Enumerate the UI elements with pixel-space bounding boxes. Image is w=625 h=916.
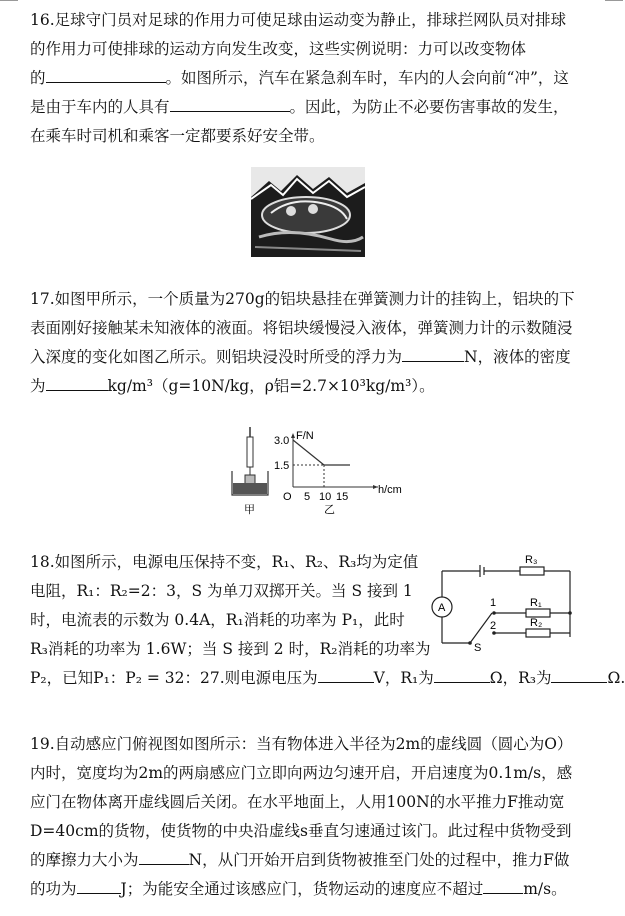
q19-line-5: 的摩擦力大小为 N，从门开始开启到货物被推至门处的过程中，推力F做 bbox=[30, 851, 570, 869]
q16-line-1: 16.足球守门员对足球的作用力可使足球由运动变为静止，排球拦网队员对排球 bbox=[30, 11, 567, 29]
circuit-diagram bbox=[422, 553, 582, 653]
question-17 bbox=[30, 285, 596, 401]
answer-blank[interactable] bbox=[170, 97, 290, 112]
q17-line-4: 为 kg/m³（g=10N/kg，ρ铝=2.7×10³kg/m³）。 bbox=[30, 377, 435, 395]
x-tick-10: 10 bbox=[319, 491, 332, 503]
answer-blank[interactable] bbox=[318, 668, 374, 683]
spring-scale-setup bbox=[232, 427, 268, 495]
resistor-r2 bbox=[526, 629, 550, 637]
x-tick-5: 5 bbox=[304, 491, 311, 503]
label-terminal-2: 2 bbox=[490, 620, 497, 632]
q19-line-6: 的功为 J；为能安全通过该感应门，货物运动的速度应不超过 m/s。 bbox=[30, 880, 567, 898]
origin-label: O bbox=[283, 491, 292, 503]
q18-line-1: 18.如图所示，电源电压保持不变，R₁、R₂、R₃均为定值 bbox=[30, 553, 419, 571]
q18-line-2: 电阻，R₁：R₂=2：3，S 为单刀双掷开关。当 S 接到 1 bbox=[30, 582, 413, 600]
figure-17 bbox=[228, 425, 402, 517]
answer-blank[interactable] bbox=[402, 347, 464, 362]
q17-line-3: 入深度的变化如图乙所示。则铝块浸没时所受的浮力为 N，液体的密度 bbox=[30, 348, 571, 366]
y-axis-label: F/N bbox=[296, 430, 314, 442]
q18-line-3: 时，电流表的示数为 0.4A，R₁消耗的功率为 P₁，此时 bbox=[30, 611, 405, 629]
q16-line-3: 的 。如图所示，汽车在紧急刹车时，车内的人会向前“冲”，这 bbox=[30, 69, 569, 87]
answer-blank[interactable] bbox=[46, 68, 166, 83]
answer-blank[interactable] bbox=[139, 850, 189, 865]
label-switch: S bbox=[474, 642, 482, 654]
answer-blank[interactable] bbox=[551, 668, 607, 683]
y-tick-1-5: 1.5 bbox=[274, 460, 290, 472]
q17-line-2: 表面刚好接触某未知液体的液面。将铝块缓慢浸入液体，弹簧测力计的示数随浸 bbox=[30, 319, 573, 337]
label-r1: R₁ bbox=[530, 597, 542, 609]
answer-blank[interactable] bbox=[46, 376, 108, 391]
resistor-r1 bbox=[526, 609, 550, 617]
x-axis-label: h/cm bbox=[378, 484, 402, 496]
q19-line-1: 19.自动感应门俯视图如图所示：当有物体进入半径为2m的虚线圆（圆心为O） bbox=[30, 735, 573, 753]
q17-line-1: 17.如图甲所示，一个质量为270g的铝块悬挂在弹簧测力计的挂钩上，铝块的下 bbox=[30, 290, 575, 308]
q18-line-4: R₃消耗的功率为 1.6W；当 S 接到 2 时，R₂消耗的功率为 bbox=[30, 640, 431, 658]
answer-blank[interactable] bbox=[434, 668, 490, 683]
y-tick-3: 3.0 bbox=[274, 435, 290, 447]
car-braking-illustration bbox=[251, 167, 365, 257]
question-19 bbox=[30, 730, 596, 904]
label-r2: R₂ bbox=[530, 617, 543, 629]
page-corner-mark-right bbox=[605, 0, 623, 1]
q19-line-4: D=40cm的货物，使货物的中央沿虚线s垂直匀速通过该门。此过程中货物受到 bbox=[30, 822, 572, 840]
label-ammeter: A bbox=[438, 602, 446, 614]
answer-blank[interactable] bbox=[77, 879, 121, 894]
q16-line-5: 在乘车时司机和乘客一定都要系好安全带。 bbox=[30, 127, 325, 145]
switch-blade bbox=[470, 613, 492, 643]
label-terminal-1: 1 bbox=[490, 597, 497, 609]
caption-jia: 甲 bbox=[244, 504, 255, 516]
label-r3: R₃ bbox=[525, 554, 538, 566]
q19-line-2: 内时，宽度均为2m的两扇感应门立即向两边匀速开启，开启速度为0.1m/s，感 bbox=[30, 764, 573, 782]
answer-blank[interactable] bbox=[483, 879, 523, 894]
page-corner-mark-left bbox=[0, 0, 18, 1]
question-16 bbox=[30, 6, 596, 151]
x-tick-15: 15 bbox=[336, 491, 349, 503]
resistor-r3 bbox=[520, 567, 544, 575]
q16-line-4: 是由于车内的人具有 。因此，为防止不必要伤害事故的发生， bbox=[30, 98, 569, 116]
caption-yi: 乙 bbox=[324, 504, 335, 516]
q19-line-3: 应门在物体离开虚线圆后关闭。在水平地面上，人用100N的水平推力F推动宽 bbox=[30, 793, 565, 811]
q16-line-2: 的作用力可使排球的运动方向发生改变，这些实例说明：力可以改变物体 bbox=[30, 40, 527, 58]
q18-line-5: P₂，已知P₁：P₂ = 32：27.则电源电压为 V，R₁为 Ω，R₃为 Ω. bbox=[30, 669, 625, 687]
